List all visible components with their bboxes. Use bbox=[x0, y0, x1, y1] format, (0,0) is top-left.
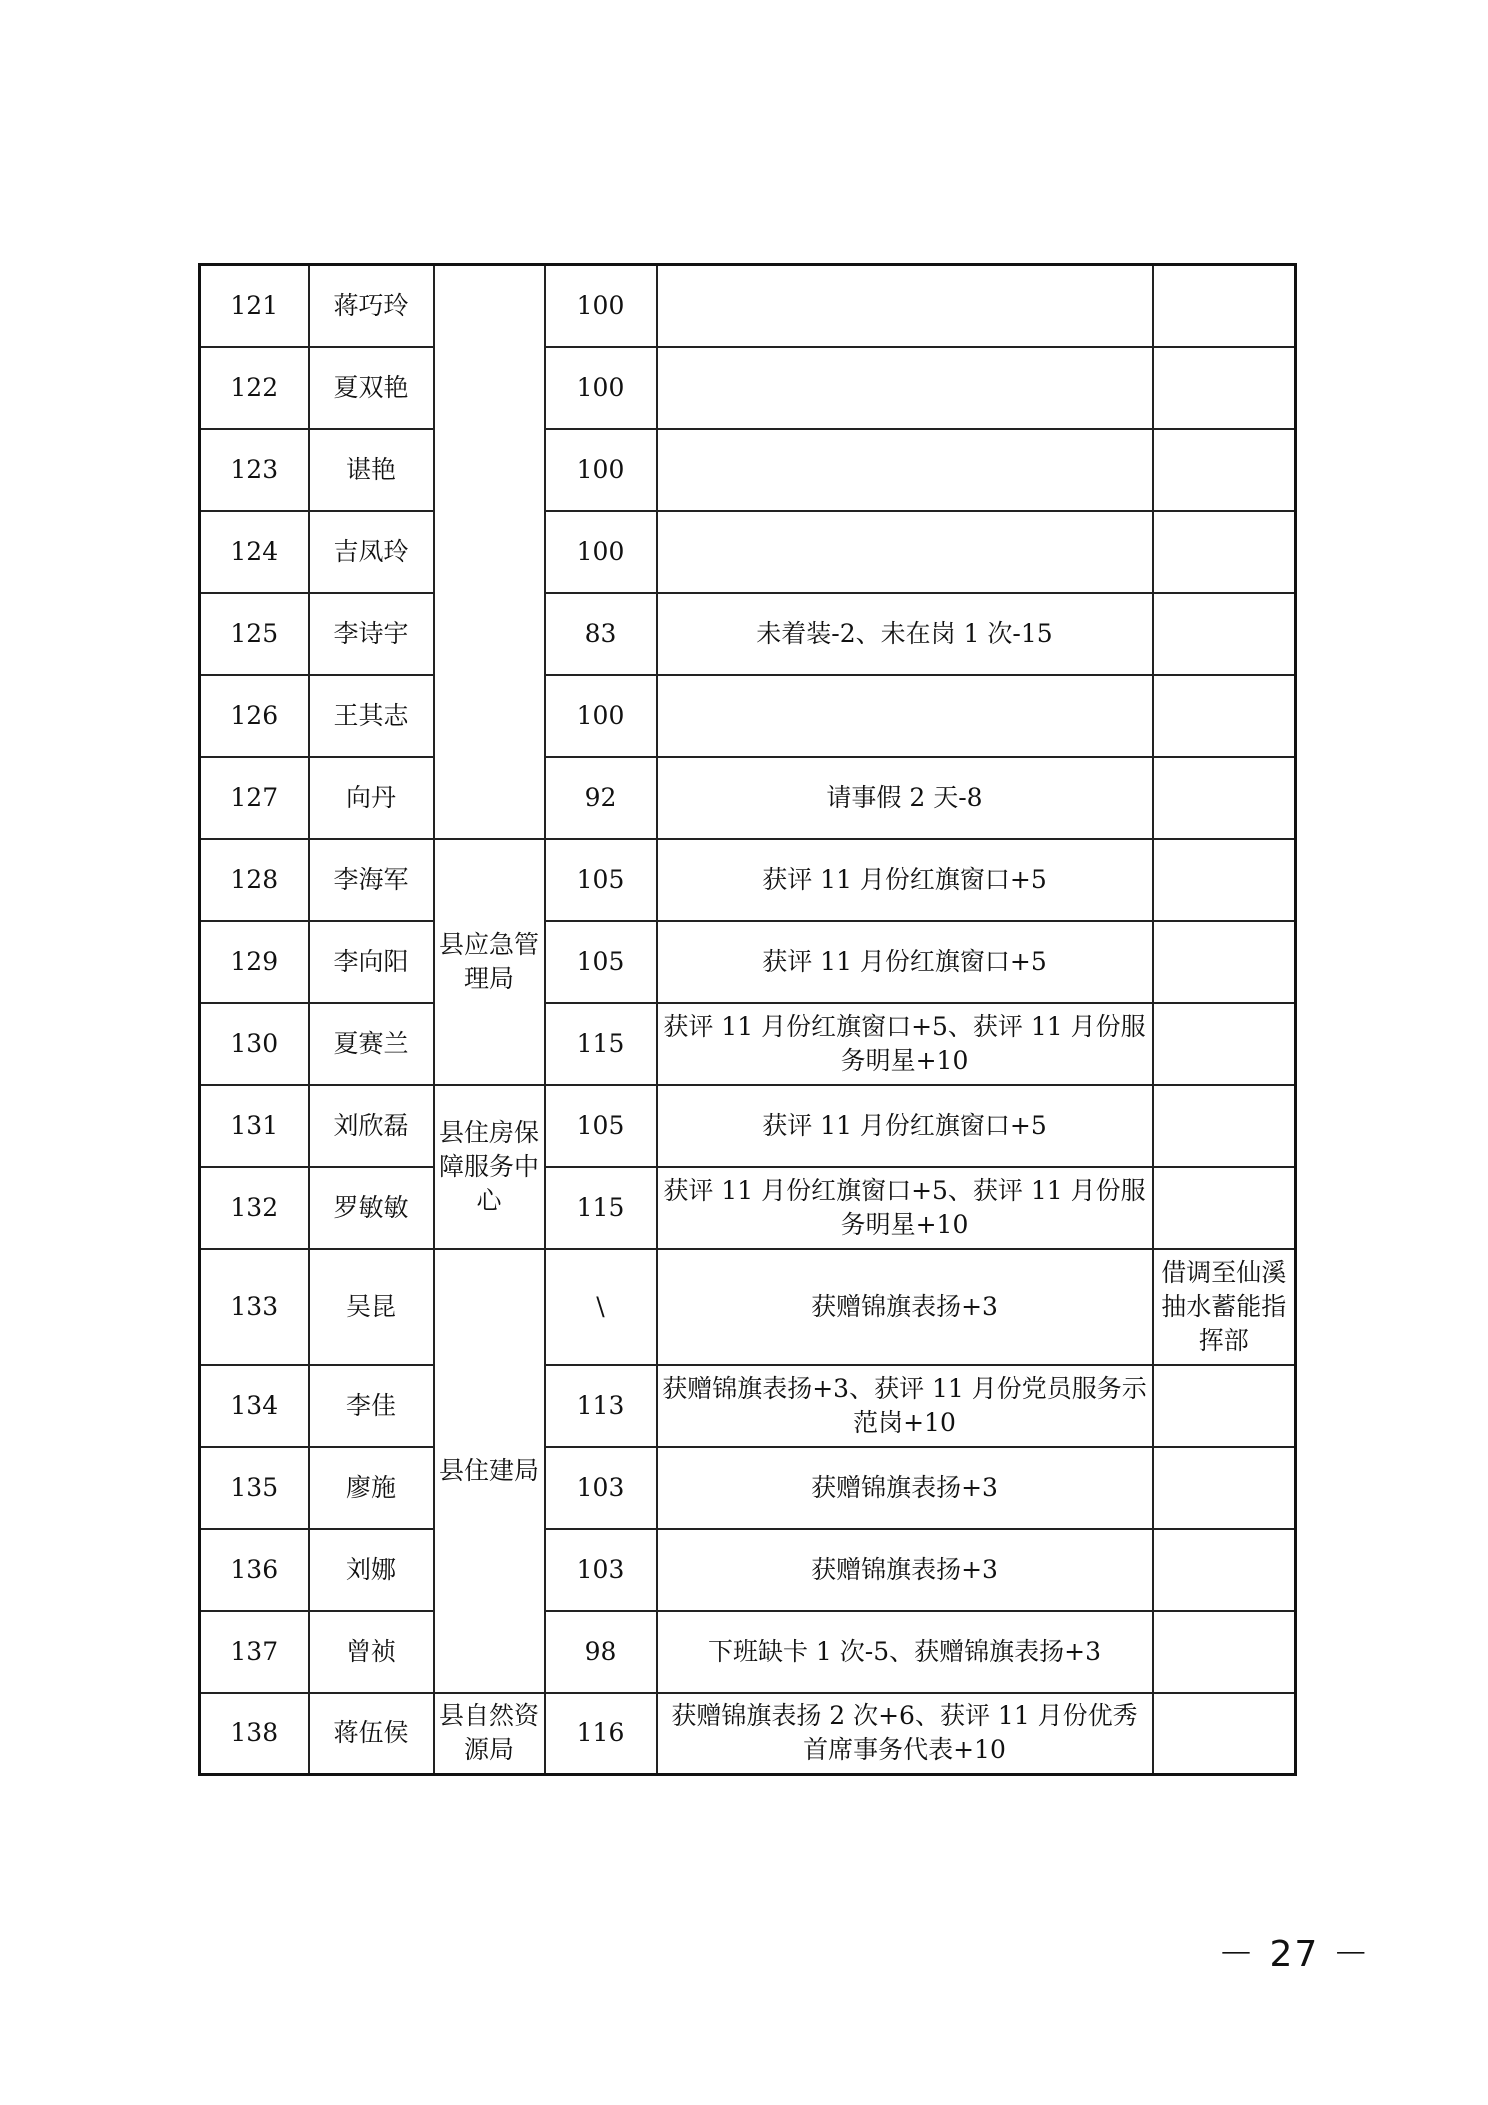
score: 100 bbox=[545, 429, 657, 511]
department-cell: 县住房保障服务中心 bbox=[434, 1085, 545, 1249]
table-row bbox=[200, 265, 1296, 347]
score: 105 bbox=[545, 921, 657, 1003]
row-number: 133 bbox=[200, 1249, 309, 1365]
score-reason: 获评 11 月份红旗窗口+5、获评 11 月份服务明星+10 bbox=[657, 1003, 1153, 1085]
table-row bbox=[200, 1529, 1296, 1611]
person-name: 吉凤玲 bbox=[309, 511, 434, 593]
score-reason: 获评 11 月份红旗窗口+5、获评 11 月份服务明星+10 bbox=[657, 1167, 1153, 1249]
person-name: 谌艳 bbox=[309, 429, 434, 511]
remark bbox=[1153, 265, 1296, 347]
person-name: 吴昆 bbox=[309, 1249, 434, 1365]
row-number: 137 bbox=[200, 1611, 309, 1693]
table-row bbox=[200, 1249, 1296, 1365]
remark bbox=[1153, 1611, 1296, 1693]
department-cell: 县住建局 bbox=[434, 1249, 545, 1693]
row-number: 128 bbox=[200, 839, 309, 921]
score-reason: 获赠锦旗表扬 2 次+6、获评 11 月份优秀首席事务代表+10 bbox=[657, 1693, 1153, 1775]
remark bbox=[1153, 429, 1296, 511]
score: 105 bbox=[545, 1085, 657, 1167]
person-name: 蒋伍侯 bbox=[309, 1693, 434, 1775]
row-number: 135 bbox=[200, 1447, 309, 1529]
table-row bbox=[200, 1167, 1296, 1249]
score: 116 bbox=[545, 1693, 657, 1775]
remark bbox=[1153, 1693, 1296, 1775]
table-row bbox=[200, 757, 1296, 839]
remark bbox=[1153, 757, 1296, 839]
score: 100 bbox=[545, 511, 657, 593]
table-row bbox=[200, 921, 1296, 1003]
person-name: 李佳 bbox=[309, 1365, 434, 1447]
person-name: 李海军 bbox=[309, 839, 434, 921]
remark bbox=[1153, 839, 1296, 921]
row-number: 130 bbox=[200, 1003, 309, 1085]
person-name: 蒋巧玲 bbox=[309, 265, 434, 347]
table-row bbox=[200, 429, 1296, 511]
score: 105 bbox=[545, 839, 657, 921]
table-row bbox=[200, 1447, 1296, 1529]
remark bbox=[1153, 921, 1296, 1003]
remark bbox=[1153, 1167, 1296, 1249]
table-row bbox=[200, 1003, 1296, 1085]
row-number: 127 bbox=[200, 757, 309, 839]
score: 100 bbox=[545, 265, 657, 347]
row-number: 131 bbox=[200, 1085, 309, 1167]
page-number: － 27 － bbox=[1218, 1934, 1371, 1975]
table-row bbox=[200, 675, 1296, 757]
remark bbox=[1153, 675, 1296, 757]
score-reason bbox=[657, 347, 1153, 429]
score-reason: 获赠锦旗表扬+3 bbox=[657, 1529, 1153, 1611]
person-name: 廖施 bbox=[309, 1447, 434, 1529]
person-name: 李向阳 bbox=[309, 921, 434, 1003]
score: 115 bbox=[545, 1167, 657, 1249]
score: 98 bbox=[545, 1611, 657, 1693]
remark bbox=[1153, 511, 1296, 593]
score-reason bbox=[657, 265, 1153, 347]
table-row bbox=[200, 347, 1296, 429]
row-number: 122 bbox=[200, 347, 309, 429]
remark bbox=[1153, 1365, 1296, 1447]
remark bbox=[1153, 1085, 1296, 1167]
score: 115 bbox=[545, 1003, 657, 1085]
score: \ bbox=[545, 1249, 657, 1365]
row-number: 124 bbox=[200, 511, 309, 593]
person-name: 李诗宇 bbox=[309, 593, 434, 675]
person-name: 夏双艳 bbox=[309, 347, 434, 429]
table-row bbox=[200, 593, 1296, 675]
department-cell: 县应急管理局 bbox=[434, 839, 545, 1085]
score-reason: 获评 11 月份红旗窗口+5 bbox=[657, 921, 1153, 1003]
remark bbox=[1153, 1447, 1296, 1529]
score: 100 bbox=[545, 675, 657, 757]
remark bbox=[1153, 347, 1296, 429]
row-number: 123 bbox=[200, 429, 309, 511]
table-row bbox=[200, 1611, 1296, 1693]
row-number: 125 bbox=[200, 593, 309, 675]
score: 100 bbox=[545, 347, 657, 429]
person-name: 王其志 bbox=[309, 675, 434, 757]
score-reason: 获赠锦旗表扬+3 bbox=[657, 1447, 1153, 1529]
score-reason: 未着装-2、未在岗 1 次-15 bbox=[657, 593, 1153, 675]
person-name: 刘娜 bbox=[309, 1529, 434, 1611]
row-number: 121 bbox=[200, 265, 309, 347]
row-number: 126 bbox=[200, 675, 309, 757]
row-number: 136 bbox=[200, 1529, 309, 1611]
table-row bbox=[200, 1365, 1296, 1447]
remark bbox=[1153, 1003, 1296, 1085]
person-name: 刘欣磊 bbox=[309, 1085, 434, 1167]
score: 83 bbox=[545, 593, 657, 675]
row-number: 134 bbox=[200, 1365, 309, 1447]
person-name: 夏赛兰 bbox=[309, 1003, 434, 1085]
score-reason bbox=[657, 511, 1153, 593]
row-number: 132 bbox=[200, 1167, 309, 1249]
table-row bbox=[200, 1085, 1296, 1167]
table-row bbox=[200, 1693, 1296, 1775]
score: 113 bbox=[545, 1365, 657, 1447]
person-name: 向丹 bbox=[309, 757, 434, 839]
person-name: 罗敏敏 bbox=[309, 1167, 434, 1249]
person-name: 曾祯 bbox=[309, 1611, 434, 1693]
remark bbox=[1153, 593, 1296, 675]
score-reason: 获评 11 月份红旗窗口+5 bbox=[657, 839, 1153, 921]
score-reason: 获赠锦旗表扬+3 bbox=[657, 1249, 1153, 1365]
assessment-table bbox=[198, 263, 1297, 1776]
row-number: 129 bbox=[200, 921, 309, 1003]
score: 103 bbox=[545, 1529, 657, 1611]
score-reason: 获评 11 月份红旗窗口+5 bbox=[657, 1085, 1153, 1167]
table-row bbox=[200, 511, 1296, 593]
remark: 借调至仙溪抽水蓄能指挥部 bbox=[1153, 1249, 1296, 1365]
score-reason bbox=[657, 675, 1153, 757]
score: 92 bbox=[545, 757, 657, 839]
department-cell: 县自然资源局 bbox=[434, 1693, 545, 1775]
row-number: 138 bbox=[200, 1693, 309, 1775]
score: 103 bbox=[545, 1447, 657, 1529]
score-reason: 请事假 2 天-8 bbox=[657, 757, 1153, 839]
table-row bbox=[200, 839, 1296, 921]
score-reason: 获赠锦旗表扬+3、获评 11 月份党员服务示范岗+10 bbox=[657, 1365, 1153, 1447]
department-cell bbox=[434, 265, 545, 839]
score-reason: 下班缺卡 1 次-5、获赠锦旗表扬+3 bbox=[657, 1611, 1153, 1693]
remark bbox=[1153, 1529, 1296, 1611]
score-reason bbox=[657, 429, 1153, 511]
